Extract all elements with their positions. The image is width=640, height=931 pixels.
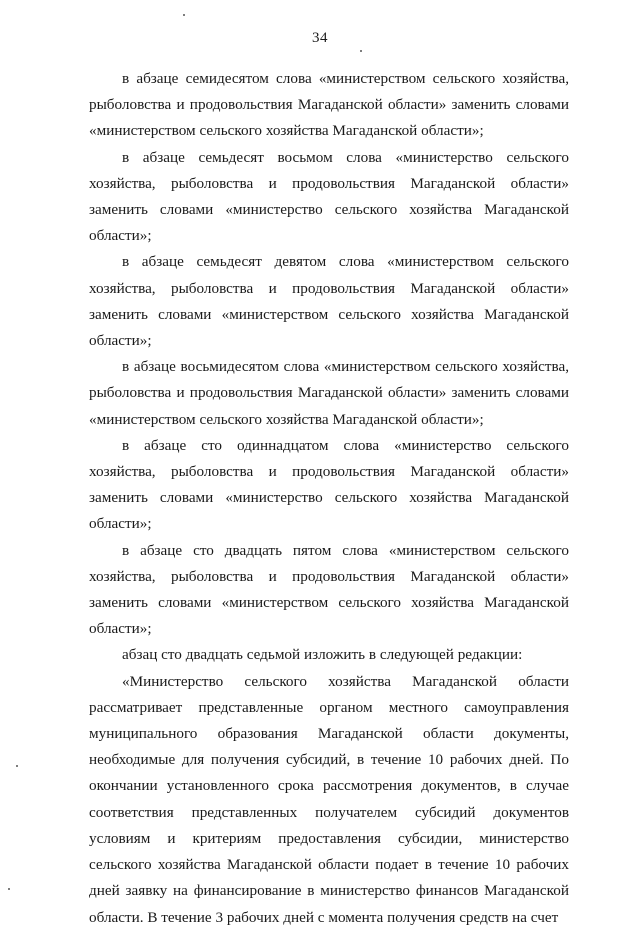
- document-body: [89, 66, 569, 931]
- paragraph-2: в абзаце семьдесят восьмом слова «министерство сельского хозяйства, рыболовства и продовольствия Магаданской области» заменить словами «министерство сельского хозяйства Магаданской области»;: [89, 148, 569, 245]
- paragraph-5: в абзаце сто одиннадцатом слова «министерство сельского хозяйства, рыболовства и продовольствия Магаданской области» заменить словами «министерство сельского хозяйства Магаданской области»;: [89, 436, 569, 533]
- paragraph-3: в абзаце семьдесят девятом слова «министерством сельского хозяйства, рыболовства и продовольствия Магаданской области» заменить словами «министерством сельского хозяйства Магаданской области»;: [89, 253, 569, 350]
- paragraph-8: «Министерство сельского хозяйства Магаданской области рассматривает представленные органом местного самоуправления муниципального образования Магаданской области документы, необходимые для получения субсидий, в течение 10 рабочих дней. По окончании установленного срока рассмотрения документов, в случае соответствия представленных получателем субсидий документов условиям и критериям предоставления субсидии, министерство сельского хозяйства Магаданской области подает в течение 10 рабочих дней заявку на финансирование в министерство финансов Магаданской области. В течение 3 рабочих дней с момента получения средств на счет: [89, 672, 569, 926]
- scan-speck: [183, 14, 185, 16]
- paragraph-6: в абзаце сто двадцать пятом слова «министерством сельского хозяйства, рыболовства и продовольствия Магаданской области» заменить словами «министерством сельского хозяйства Магаданской области»;: [89, 541, 569, 638]
- scan-speck: [360, 50, 362, 52]
- scan-speck: [16, 765, 18, 767]
- paragraph-7: абзац сто двадцать седьмой изложить в следующей редакции:: [122, 646, 523, 664]
- paragraph-1: в абзаце семидесятом слова «министерством сельского хозяйства, рыболовства и продовольствия Магаданской области» заменить словами «министерством сельского хозяйства Магаданской области»;: [89, 70, 569, 140]
- scan-speck: [8, 888, 10, 890]
- page-number: 34: [312, 30, 328, 46]
- paragraph-4: в абзаце восьмидесятом слова «министерством сельского хозяйства, рыболовства и продовольствия Магаданской области» заменить словами «министерством сельского хозяйства Магаданской области»;: [89, 358, 569, 428]
